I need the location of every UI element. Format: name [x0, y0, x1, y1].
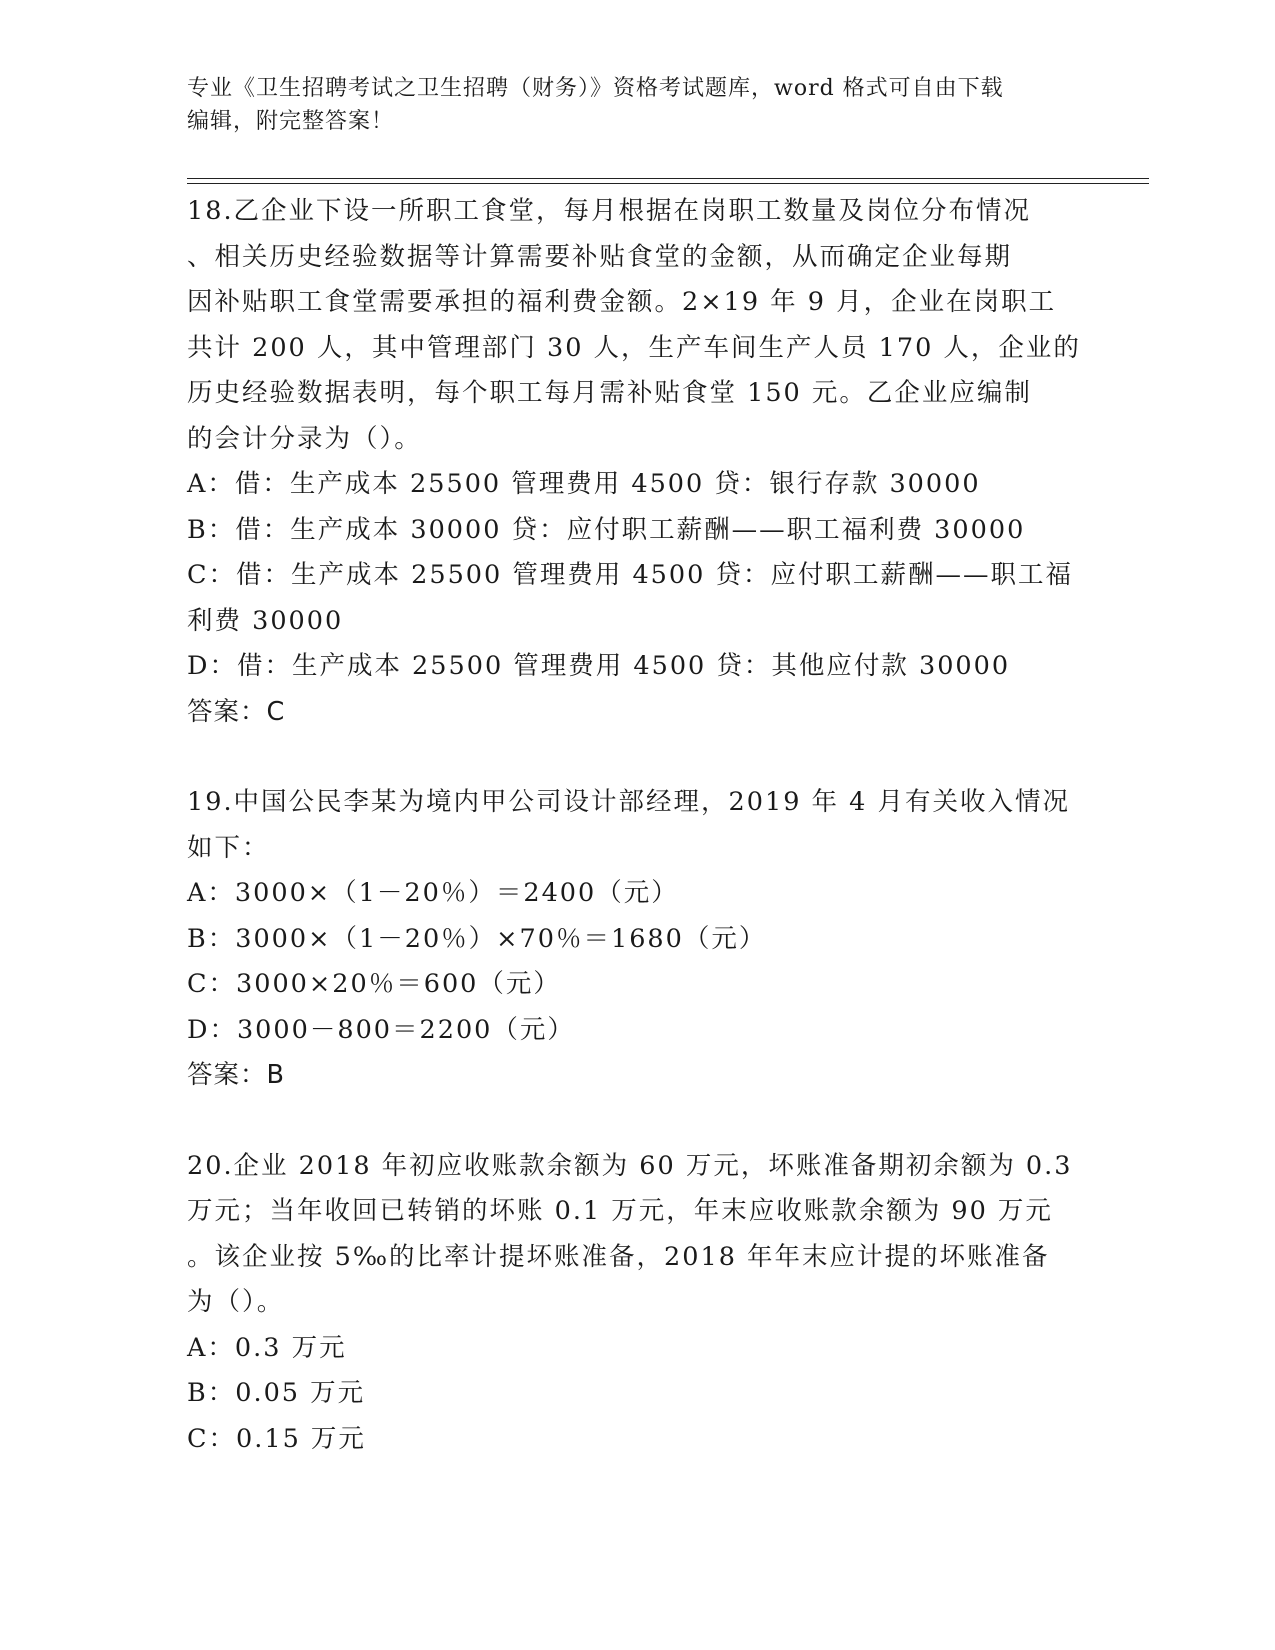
- option-b: B：借：生产成本 30000 贷：应付职工薪酬——职工福利费 30000: [187, 514, 1026, 545]
- question-stem-line: 万元；当年收回已转销的坏账 0.1 万元，年末应收账款余额为 90 万元: [187, 1196, 1053, 1226]
- option-d: D：借：生产成本 25500 管理费用 4500 贷：其他应付款 30000: [187, 651, 1011, 681]
- question-stem-line: 为（）。: [187, 1287, 285, 1317]
- question-stem-line: 如下：: [187, 832, 270, 863]
- option-b: B：3000×（1－20％）×70％＝1680（元）: [187, 923, 767, 954]
- header-line-1: 专业《卫生招聘考试之卫生招聘（财务）》资格考试题库，word 格式可自由下载: [187, 76, 1004, 101]
- question-list: [187, 189, 1087, 1507]
- option-a: A：0.3 万元: [187, 1332, 347, 1363]
- question-stem-line: 历史经验数据表明，每个职工每月需补贴食堂 150 元。乙企业应编制: [187, 378, 1032, 408]
- option-d: D：3000－800＝2200（元）: [187, 1014, 575, 1045]
- header-line-2: 编辑，附完整答案！: [187, 109, 395, 134]
- question-stem-line: 、相关历史经验数据等计算需要补贴食堂的金额，从而确定企业每期: [187, 241, 1013, 272]
- question-stem-line: 20.企业 2018 年初应收账款余额为 60 万元，坏账准备期初余额为 0.3: [187, 1150, 1073, 1181]
- question-18: [187, 189, 1087, 735]
- question-stem-line: 。该企业按 5‰的比率计提坏账准备，2018 年年末应计提的坏账准备: [187, 1241, 1050, 1272]
- option-c-continued: 利费 30000: [187, 605, 344, 636]
- question-stem-line: 的会计分录为（）。: [187, 423, 422, 454]
- header-divider-top: [187, 178, 1149, 179]
- answer-label: 答案：C: [187, 696, 286, 727]
- option-c: C：借：生产成本 25500 管理费用 4500 贷：应付职工薪酬——职工福: [187, 560, 1073, 590]
- option-a: A：3000×（1－20％）＝2400（元）: [187, 878, 679, 908]
- question-20: [187, 1144, 1087, 1463]
- option-a: A：借：生产成本 25500 管理费用 4500 贷：银行存款 30000: [187, 469, 981, 499]
- question-stem-line: 因补贴职工食堂需要承担的福利费金额。2×19 年 9 月，企业在岗职工: [187, 287, 1057, 317]
- option-c: C：0.15 万元: [187, 1423, 366, 1454]
- header-divider-bottom: [187, 183, 1149, 184]
- option-b: B：0.05 万元: [187, 1378, 366, 1408]
- question-19: [187, 780, 1087, 1099]
- question-stem-line: 18.乙企业下设一所职工食堂，每月根据在岗职工数量及岗位分布情况: [187, 196, 1032, 226]
- option-c: C：3000×20％＝600（元）: [187, 969, 561, 999]
- question-stem-line: 19.中国公民李某为境内甲公司设计部经理，2019 年 4 月有关收入情况: [187, 787, 1070, 817]
- question-stem-line: 共计 200 人，其中管理部门 30 人，生产车间生产人员 170 人，企业的: [187, 332, 1081, 363]
- page-header: [187, 72, 1087, 138]
- answer-label: 答案：B: [187, 1060, 285, 1090]
